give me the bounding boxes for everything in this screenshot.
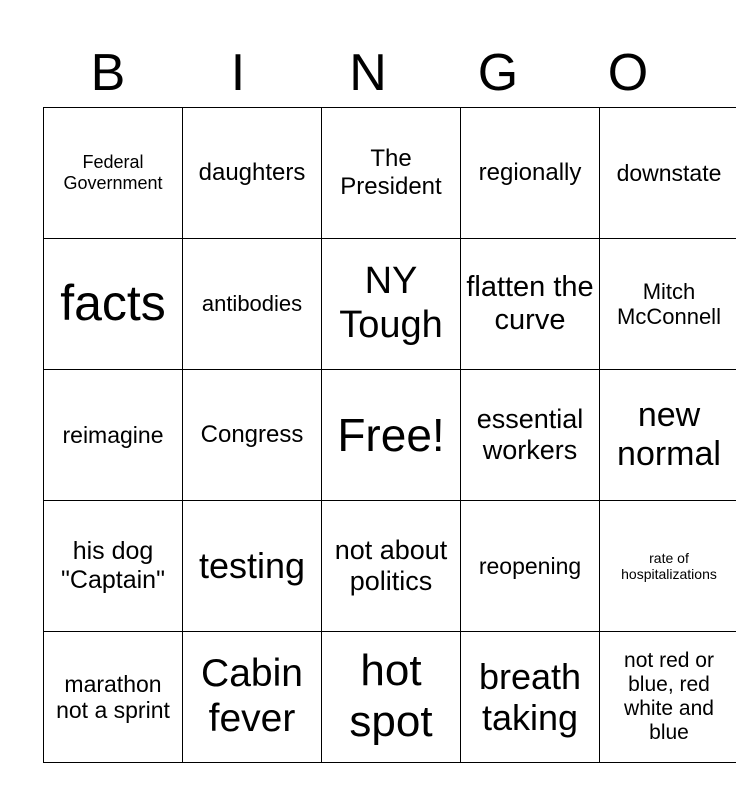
bingo-cell[interactable]: facts <box>44 239 183 370</box>
bingo-header <box>43 40 693 106</box>
board-row <box>44 108 736 239</box>
bingo-cell[interactable]: Mitch McConnell <box>600 239 736 370</box>
header-letter-i: I <box>230 44 246 102</box>
bingo-cell[interactable]: NY Tough <box>322 239 461 370</box>
board-row <box>44 632 736 763</box>
bingo-cell[interactable]: testing <box>183 501 322 632</box>
bingo-cell[interactable]: not about politics <box>322 501 461 632</box>
board-row <box>44 501 736 632</box>
bingo-cell[interactable]: Federal Government <box>44 108 183 239</box>
bingo-cell[interactable]: not red or blue, red white and blue <box>600 632 736 763</box>
bingo-cell[interactable]: rate of hospitalizations <box>600 501 736 632</box>
bingo-cell[interactable]: antibodies <box>183 239 322 370</box>
bingo-cell[interactable]: reopening <box>461 501 600 632</box>
bingo-cell[interactable]: breath taking <box>461 632 600 763</box>
bingo-cell[interactable]: essential workers <box>461 370 600 501</box>
bingo-cell[interactable]: flatten the curve <box>461 239 600 370</box>
bingo-board <box>43 107 736 763</box>
board-row <box>44 370 736 501</box>
bingo-cell[interactable]: his dog "Captain" <box>44 501 183 632</box>
bingo-cell[interactable]: Congress <box>183 370 322 501</box>
board-row <box>44 239 736 370</box>
header-letter-g: G <box>477 44 519 102</box>
bingo-cell[interactable]: reimagine <box>44 370 183 501</box>
free-space-cell[interactable]: Free! <box>322 370 461 501</box>
bingo-cell[interactable]: regionally <box>461 108 600 239</box>
bingo-cell[interactable]: downstate <box>600 108 736 239</box>
header-letter-n: N <box>349 44 387 102</box>
bingo-cell[interactable]: hot spot <box>322 632 461 763</box>
bingo-cell[interactable]: The President <box>322 108 461 239</box>
header-letter-o: O <box>607 44 649 102</box>
bingo-cell[interactable]: daughters <box>183 108 322 239</box>
bingo-cell[interactable]: marathon not a sprint <box>44 632 183 763</box>
header-letter-b: B <box>90 44 126 102</box>
bingo-cell[interactable]: new normal <box>600 370 736 501</box>
bingo-cell[interactable]: Cabin fever <box>183 632 322 763</box>
